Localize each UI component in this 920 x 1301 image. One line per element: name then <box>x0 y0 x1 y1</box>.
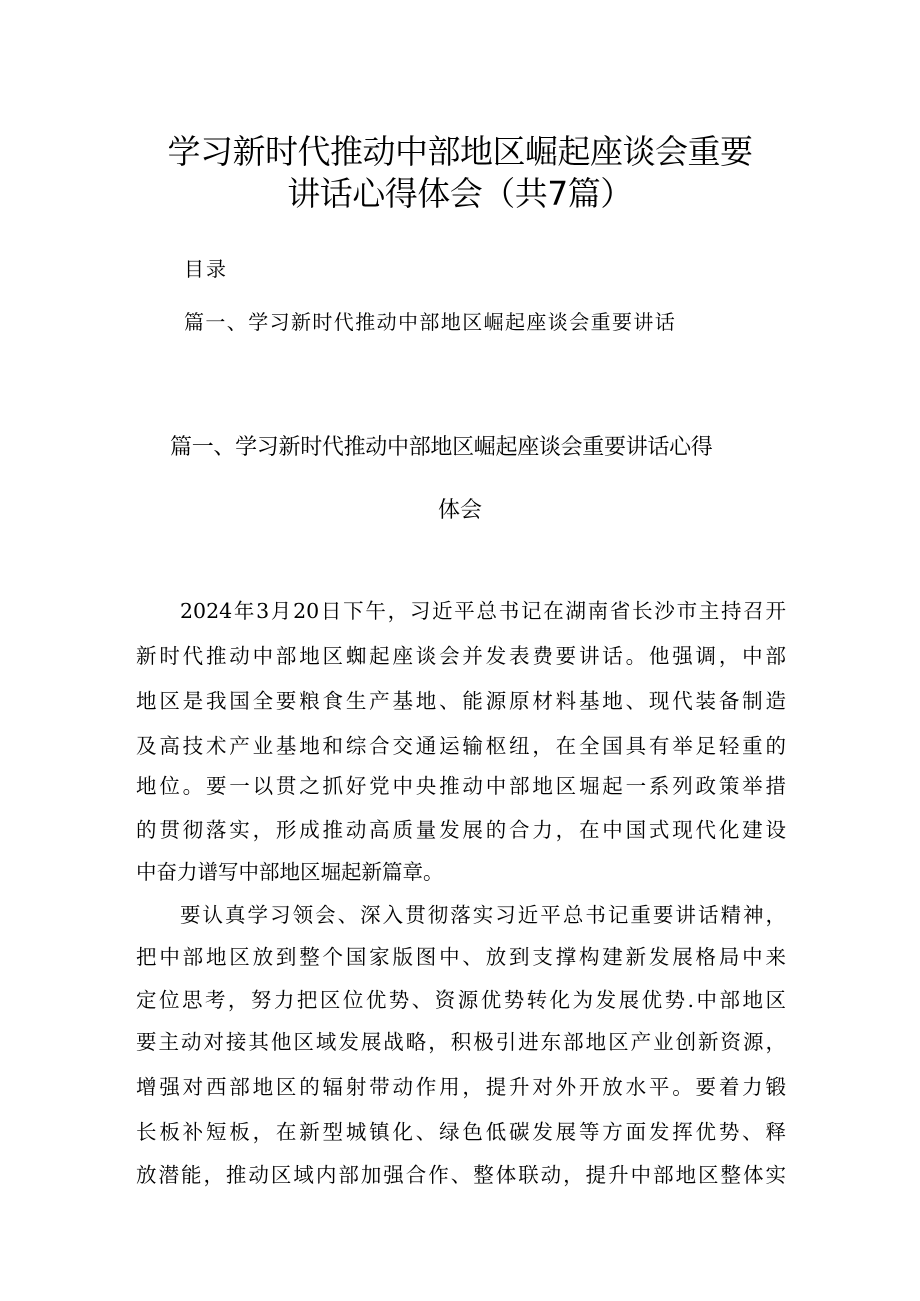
document-title-line-2: 讲话心得体会（共7篇） <box>287 174 633 213</box>
paragraph-2-line: 增强对西部地区的辐射带动作用，提升对外开放水平。要着力锻 <box>136 1075 786 1099</box>
section-heading-line-1: 篇一、学习新时代推动中部地区崛起座谈会重要讲话心得 <box>170 435 713 460</box>
paragraph-2-line: 放潜能，推动区域内部加强合作、整体联动，提升中部地区整体实 <box>136 1163 786 1187</box>
paragraph-2-line: 把中部地区放到整个国家版图中、放到支撑构建新发展格局中来 <box>136 945 786 969</box>
toc-label: 目录 <box>184 257 228 281</box>
paragraph-1-line: 新时代推动中部地区蜘起座谈会并发表费要讲话。他强调，中部 <box>136 644 786 668</box>
paragraph-1-line: 地位。要一以贯之抓好党中央推动中部地区堀起一系列政策举措 <box>136 774 786 798</box>
paragraph-2-line: 要认真学习领会、深入贯彻落实习近平总书记重要讲话精神， <box>180 903 786 927</box>
paragraph-1-line: 2024年3月20日下午，习近平总书记在湖南省长沙市主持召开 <box>180 599 786 623</box>
toc-item[interactable]: 篇一、学习新时代推动中部地区崛起座谈会重要讲话 <box>184 310 677 334</box>
paragraph-1-line: 及高技术产业基地和综合交通运输枢纽，在全国具有举足轻重的 <box>136 734 786 758</box>
paragraph-1-line: 地区是我国全要粮食生产基地、能源原材料基地、现代装备制造 <box>136 689 786 713</box>
paragraph-1-line: 中奋力谱写中部地区堀起新篇章。 <box>136 860 444 884</box>
paragraph-2-line: 定位思考，努力把区位优势、资源优势转化为发展优势.中部地区 <box>136 988 786 1012</box>
paragraph-2-line: 长板补短板，在新型城镇化、绿色低碳发展等方面发挥优势、释 <box>136 1120 786 1144</box>
paragraph-2-line: 要主动对接其他区域发展战略，积极引进东部地区产业创新资源， <box>136 1030 786 1054</box>
document-title-line-1: 学习新时代推动中部地区崛起座谈会重要 <box>167 132 753 171</box>
paragraph-1-line: 的贯彻落实，形成推动高质量发展的合力，在中国式现代化建设 <box>136 818 786 842</box>
section-heading-line-2: 体会 <box>437 498 482 523</box>
